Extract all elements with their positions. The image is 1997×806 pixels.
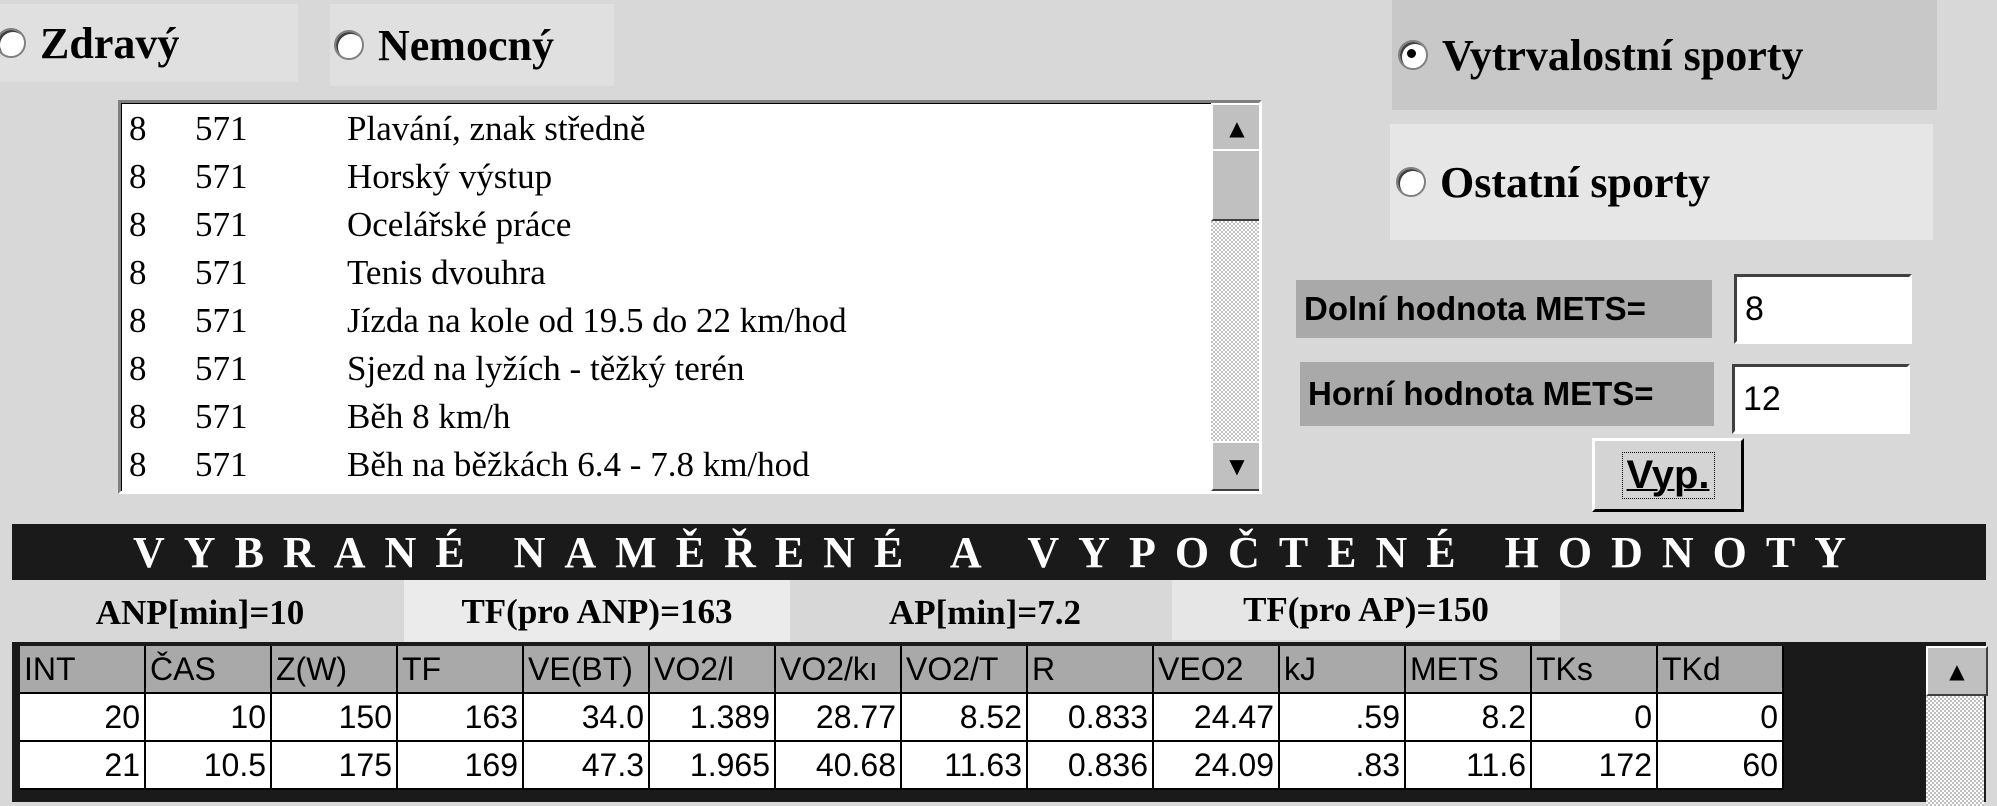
table-cell[interactable]: 0.836 <box>1028 742 1154 790</box>
table-cell[interactable]: 10 <box>146 694 272 742</box>
activity-name: Jízda na kole od 19.5 do 22 km/hod <box>347 301 847 340</box>
table-cell[interactable]: 1.389 <box>650 694 776 742</box>
lower-mets-input[interactable]: 8 <box>1734 274 1912 344</box>
radio-ill-circle[interactable] <box>334 30 364 60</box>
calculate-button[interactable] <box>1592 438 1744 512</box>
table-scroll-up-button[interactable]: ▲ <box>1926 646 1988 696</box>
table-cell[interactable]: 0.833 <box>1028 694 1154 742</box>
table-header-cell[interactable]: Z(W) <box>272 646 398 694</box>
upper-mets-label: Horní hodnota METS= <box>1300 362 1714 426</box>
table-cell[interactable]: 60 <box>1658 742 1784 790</box>
table-header-cell[interactable]: VO2/kı <box>776 646 902 694</box>
ap-value: AP[min]=7.2 <box>822 582 1148 644</box>
table-cell[interactable]: 8.52 <box>902 694 1028 742</box>
scroll-up-button[interactable]: ▲ <box>1211 103 1262 153</box>
activity-mets: 8 <box>129 109 147 148</box>
activity-kcal: 571 <box>195 445 248 484</box>
table-cell[interactable]: 163 <box>398 694 524 742</box>
activity-mets: 8 <box>129 349 147 388</box>
table-cell[interactable]: 40.68 <box>776 742 902 790</box>
table-cell[interactable]: 24.09 <box>1154 742 1280 790</box>
activity-list-item[interactable] <box>125 205 1205 253</box>
table-header-cell[interactable]: TKs <box>1532 646 1658 694</box>
activity-name: Ocelářské práce <box>347 205 572 244</box>
activity-list-scrollbar[interactable] <box>1211 103 1259 491</box>
table-cell[interactable]: 0 <box>1532 694 1658 742</box>
radio-ill-label: Nemocný <box>378 20 554 70</box>
radio-other-label: Ostatní sporty <box>1440 157 1711 207</box>
table-cell[interactable]: .59 <box>1280 694 1406 742</box>
activity-mets: 8 <box>129 301 147 340</box>
activity-kcal: 571 <box>195 109 248 148</box>
activity-list-item[interactable] <box>125 301 1205 349</box>
radio-healthy-circle[interactable] <box>0 28 26 58</box>
activity-list-item[interactable] <box>125 445 1205 493</box>
table-header-cell[interactable]: INT <box>20 646 146 694</box>
results-banner: VYBRANÉ NAMĚŘENÉ A VYPOČTENÉ HODNOTY <box>12 524 1986 580</box>
activity-list-item[interactable] <box>125 109 1205 157</box>
activity-name: Plavání, znak středně <box>347 109 646 148</box>
activity-mets: 8 <box>129 157 147 196</box>
activity-list-item[interactable] <box>125 397 1205 445</box>
activity-name: Sjezd na lyžích - těžký terén <box>347 349 745 388</box>
activity-name: Běh 8 km/h <box>347 397 511 436</box>
table-cell[interactable]: 0 <box>1658 694 1784 742</box>
activity-mets: 8 <box>129 205 147 244</box>
radio-ill[interactable] <box>330 4 614 86</box>
activity-name: Běh na běžkách 6.4 - 7.8 km/hod <box>347 445 810 484</box>
table-cell[interactable]: 24.47 <box>1154 694 1280 742</box>
activity-list-item[interactable] <box>125 253 1205 301</box>
table-cell[interactable]: 150 <box>272 694 398 742</box>
table-cell[interactable]: 1.965 <box>650 742 776 790</box>
table-header-cell[interactable]: kJ <box>1280 646 1406 694</box>
table-header-cell[interactable]: VE(BT) <box>524 646 650 694</box>
table-cell[interactable]: 10.5 <box>146 742 272 790</box>
table-cell[interactable]: 8.2 <box>1406 694 1532 742</box>
results-table[interactable] <box>12 642 1986 802</box>
table-cell[interactable]: 175 <box>272 742 398 790</box>
table-cell[interactable]: .83 <box>1280 742 1406 790</box>
table-cell[interactable]: 47.3 <box>524 742 650 790</box>
table-cell[interactable]: 11.6 <box>1406 742 1532 790</box>
calculate-button-label: Vyp. <box>1622 452 1715 499</box>
table-cell[interactable]: 169 <box>398 742 524 790</box>
activity-kcal: 571 <box>195 253 248 292</box>
radio-endurance-circle[interactable] <box>1398 40 1428 70</box>
table-header-cell[interactable]: VEO2 <box>1154 646 1280 694</box>
activity-kcal: 571 <box>195 349 248 388</box>
activity-listbox[interactable] <box>118 100 1262 494</box>
radio-endurance-sports[interactable] <box>1392 0 1937 110</box>
scroll-down-button[interactable]: ▼ <box>1211 441 1262 491</box>
activity-mets: 8 <box>129 397 147 436</box>
table-header-cell[interactable]: TF <box>398 646 524 694</box>
radio-other-circle[interactable] <box>1396 167 1426 197</box>
radio-endurance-label: Vytrvalostní sporty <box>1442 30 1804 80</box>
table-header-cell[interactable]: TKd <box>1658 646 1784 694</box>
activity-mets: 8 <box>129 253 147 292</box>
table-header-cell[interactable]: VO2/T <box>902 646 1028 694</box>
tf-anp-value: TF(pro ANP)=163 <box>404 580 790 644</box>
scroll-thumb[interactable] <box>1211 149 1262 221</box>
table-cell[interactable]: 21 <box>20 742 146 790</box>
radio-healthy-label: Zdravý <box>40 18 180 68</box>
table-cell[interactable]: 34.0 <box>524 694 650 742</box>
activity-list-item[interactable] <box>125 349 1205 397</box>
tf-ap-value: TF(pro AP)=150 <box>1172 580 1560 640</box>
activity-kcal: 571 <box>195 397 248 436</box>
table-header-cell[interactable]: R <box>1028 646 1154 694</box>
activity-mets: 8 <box>129 445 147 484</box>
activity-name: Horský výstup <box>347 157 553 196</box>
table-cell[interactable]: 11.63 <box>902 742 1028 790</box>
table-header-cell[interactable]: ČAS <box>146 646 272 694</box>
activity-list-item[interactable] <box>125 157 1205 205</box>
radio-healthy[interactable] <box>0 4 298 82</box>
upper-mets-input[interactable]: 12 <box>1732 364 1910 434</box>
activity-kcal: 571 <box>195 205 248 244</box>
table-cell[interactable]: 172 <box>1532 742 1658 790</box>
lower-mets-label: Dolní hodnota METS= <box>1296 280 1712 338</box>
activity-kcal: 571 <box>195 301 248 340</box>
activity-name: Tenis dvouhra <box>347 253 546 292</box>
activity-kcal: 571 <box>195 157 248 196</box>
table-cell[interactable]: 20 <box>20 694 146 742</box>
table-header-cell[interactable]: METS <box>1406 646 1532 694</box>
table-header-cell[interactable]: VO2/l <box>650 646 776 694</box>
table-scrollbar[interactable] <box>1926 646 1984 806</box>
radio-other-sports[interactable] <box>1390 124 1933 240</box>
table-cell[interactable]: 28.77 <box>776 694 902 742</box>
anp-value: ANP[min]=10 <box>12 582 388 644</box>
